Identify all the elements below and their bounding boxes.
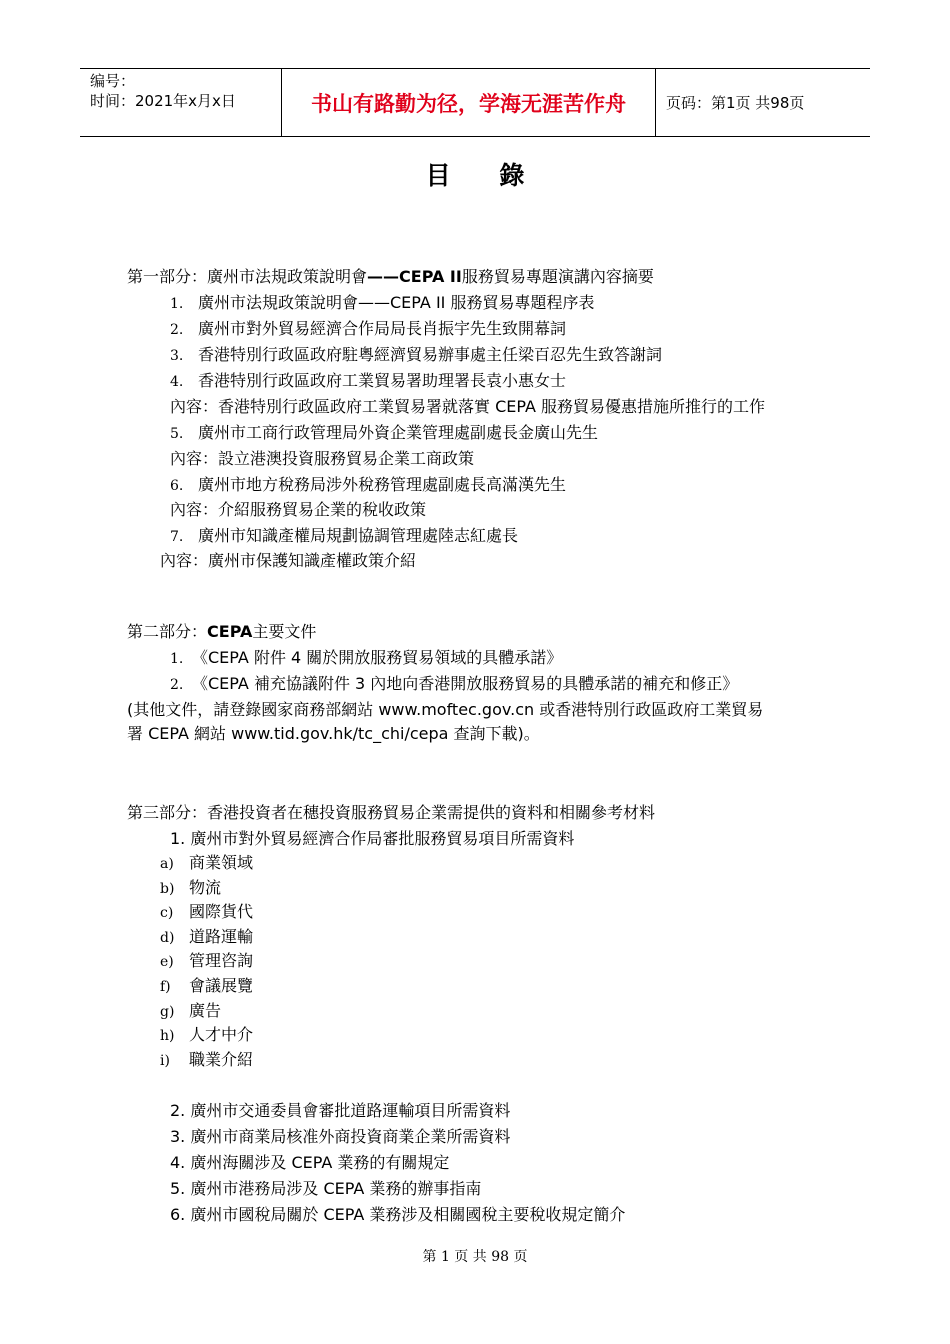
item-text: 香港特別行政區政府工業貿易署助理署長袁小惠女士	[198, 371, 567, 390]
item-text: 廣州市知識產權局規劃協調管理處陸志紅處長	[198, 526, 519, 545]
subitem-letter: e)	[160, 954, 174, 971]
item-number: 6.	[170, 478, 184, 494]
part3-item-1: 1. 廣州市對外貿易經濟合作局審批服務貿易項目所需資料	[170, 829, 575, 848]
subitem-letter: c)	[160, 905, 174, 922]
part3-item: 2. 廣州市交通委員會審批道路運輸項目所需資料	[170, 1101, 511, 1120]
item-text: 廣州市工商行政管理局外資企業管理處副處長金廣山先生	[198, 423, 599, 442]
part1-item	[170, 499, 426, 521]
item-text: 內容：介紹服務貿易企業的稅收政策	[170, 500, 427, 519]
item-number: 2.	[170, 677, 184, 693]
part1-heading-a: 第一部分：廣州市法規政策說明會	[127, 267, 368, 286]
subitem-text: 管理咨詢	[189, 951, 254, 971]
page-footer: 第 1 页 共 98 页	[422, 1249, 528, 1265]
part3-subitem	[160, 901, 253, 924]
part1-item	[170, 344, 662, 367]
page-title: 目 錄	[425, 161, 545, 190]
part3-subitem	[160, 975, 253, 998]
item-number: 4.	[170, 374, 184, 390]
subitem-text: 職業介紹	[189, 1049, 254, 1069]
part1-heading-c: 服務貿易專題演講內容摘要	[461, 267, 654, 286]
subitem-text: 物流	[189, 877, 222, 897]
part3-subitem	[160, 1049, 253, 1072]
item-number: 5.	[170, 426, 184, 442]
item-number: 3.	[170, 348, 184, 364]
item-text: 《CEPA 附件 4 關於開放服務貿易領域的具體承諾》	[192, 648, 563, 667]
subitem-text: 會議展覽	[189, 976, 254, 995]
part2-heading-a: 第二部分：	[127, 622, 208, 641]
part2-note-line2: 署 CEPA 網站 www.tid.gov.hk/tc_chi/cepa 查詢下載)。	[127, 724, 540, 743]
part1-item	[170, 292, 594, 315]
part1-item	[170, 318, 566, 341]
part2-heading-b: CEPA	[207, 622, 253, 641]
header-meta-cell	[80, 69, 282, 136]
item-text: 香港特別行政區政府駐粵經濟貿易辦事處主任梁百忍先生致答謝詞	[198, 345, 663, 364]
subitem-letter: f)	[160, 979, 171, 995]
subitem-text: 國際貨代	[189, 902, 254, 922]
subitem-letter: d)	[160, 929, 175, 946]
item-number: 1.	[170, 651, 184, 667]
item-text: 廣州市對外貿易經濟合作局局長肖振宇先生致開幕詞	[198, 319, 567, 338]
subitem-letter: i)	[160, 1052, 170, 1069]
header-motto: 书山有路勤为径，学海无涯苦作舟	[282, 69, 656, 136]
part2-item	[170, 647, 562, 670]
part3-subitem	[160, 950, 253, 973]
part2-item	[170, 673, 738, 696]
header-page: 页码：第1页 共98页	[666, 94, 805, 112]
part3-subitem	[160, 877, 221, 900]
part1-heading	[127, 266, 654, 288]
header-number: 编号：	[90, 72, 136, 90]
subitem-text: 人才中介	[189, 1025, 254, 1045]
subitem-text: 廣告	[189, 1000, 222, 1020]
part1-heading-b: ——CEPA II	[367, 267, 462, 286]
part2-heading	[127, 621, 316, 643]
item-text: 內容：設立港澳投資服務貿易企業工商政策	[170, 449, 475, 468]
part1-item	[170, 396, 765, 418]
item-number: 7.	[170, 529, 184, 545]
header-table	[80, 68, 870, 137]
part1-item	[170, 448, 474, 470]
part2-note-line1: (其他文件，請登錄國家商務部網站 www.moftec.gov.cn 或香港特別行政區政府工業貿易	[127, 700, 764, 719]
part3-heading: 第三部分：香港投資者在穗投資服務貿易企業需提供的資料和相關參考材料	[127, 803, 656, 822]
part1-item	[170, 370, 566, 393]
subitem-letter: h)	[160, 1028, 175, 1045]
part3-subitem	[160, 926, 253, 949]
subitem-letter: g)	[160, 1003, 175, 1020]
part2-heading-c: 主要文件	[252, 622, 317, 641]
subitem-text: 商業領域	[189, 853, 254, 872]
item-text: 內容：香港特別行政區政府工業貿易署就落實 CEPA 服務貿易優惠措施所推行的工作	[170, 397, 766, 416]
item-text: 《CEPA 補充協議附件 3 內地向香港開放服務貿易的具體承諾的補充和修正》	[192, 674, 739, 693]
item-text: 內容：廣州市保護知識產權政策介紹	[160, 551, 417, 570]
part3-subitem	[160, 1000, 221, 1023]
item-number: 1.	[170, 296, 184, 312]
item-number: 2.	[170, 322, 184, 338]
part3-item: 3. 廣州市商業局核准外商投資商業企業所需資料	[170, 1127, 511, 1146]
part1-item	[160, 550, 416, 572]
part1-item	[170, 525, 518, 548]
part3-item: 4. 廣州海關涉及 CEPA 業務的有關規定	[170, 1153, 450, 1172]
item-text: 廣州市法規政策說明會——CEPA II 服務貿易專題程序表	[198, 293, 595, 312]
part1-item	[170, 474, 566, 497]
part3-item: 5. 廣州市港務局涉及 CEPA 業務的辦事指南	[170, 1179, 482, 1198]
part3-subitem	[160, 852, 253, 875]
part3-item: 6. 廣州市國稅局關於 CEPA 業務涉及相關國稅主要稅收規定簡介	[170, 1205, 626, 1224]
part1-item	[170, 422, 598, 445]
subitem-letter: b)	[160, 880, 175, 897]
subitem-text: 道路運輸	[189, 926, 254, 946]
part3-subitem	[160, 1024, 253, 1047]
item-text: 廣州市地方稅務局涉外稅務管理處副處長高滿漢先生	[198, 475, 567, 494]
subitem-letter: a)	[160, 856, 174, 872]
header-date: 时间：2021年x月x日	[90, 92, 236, 110]
